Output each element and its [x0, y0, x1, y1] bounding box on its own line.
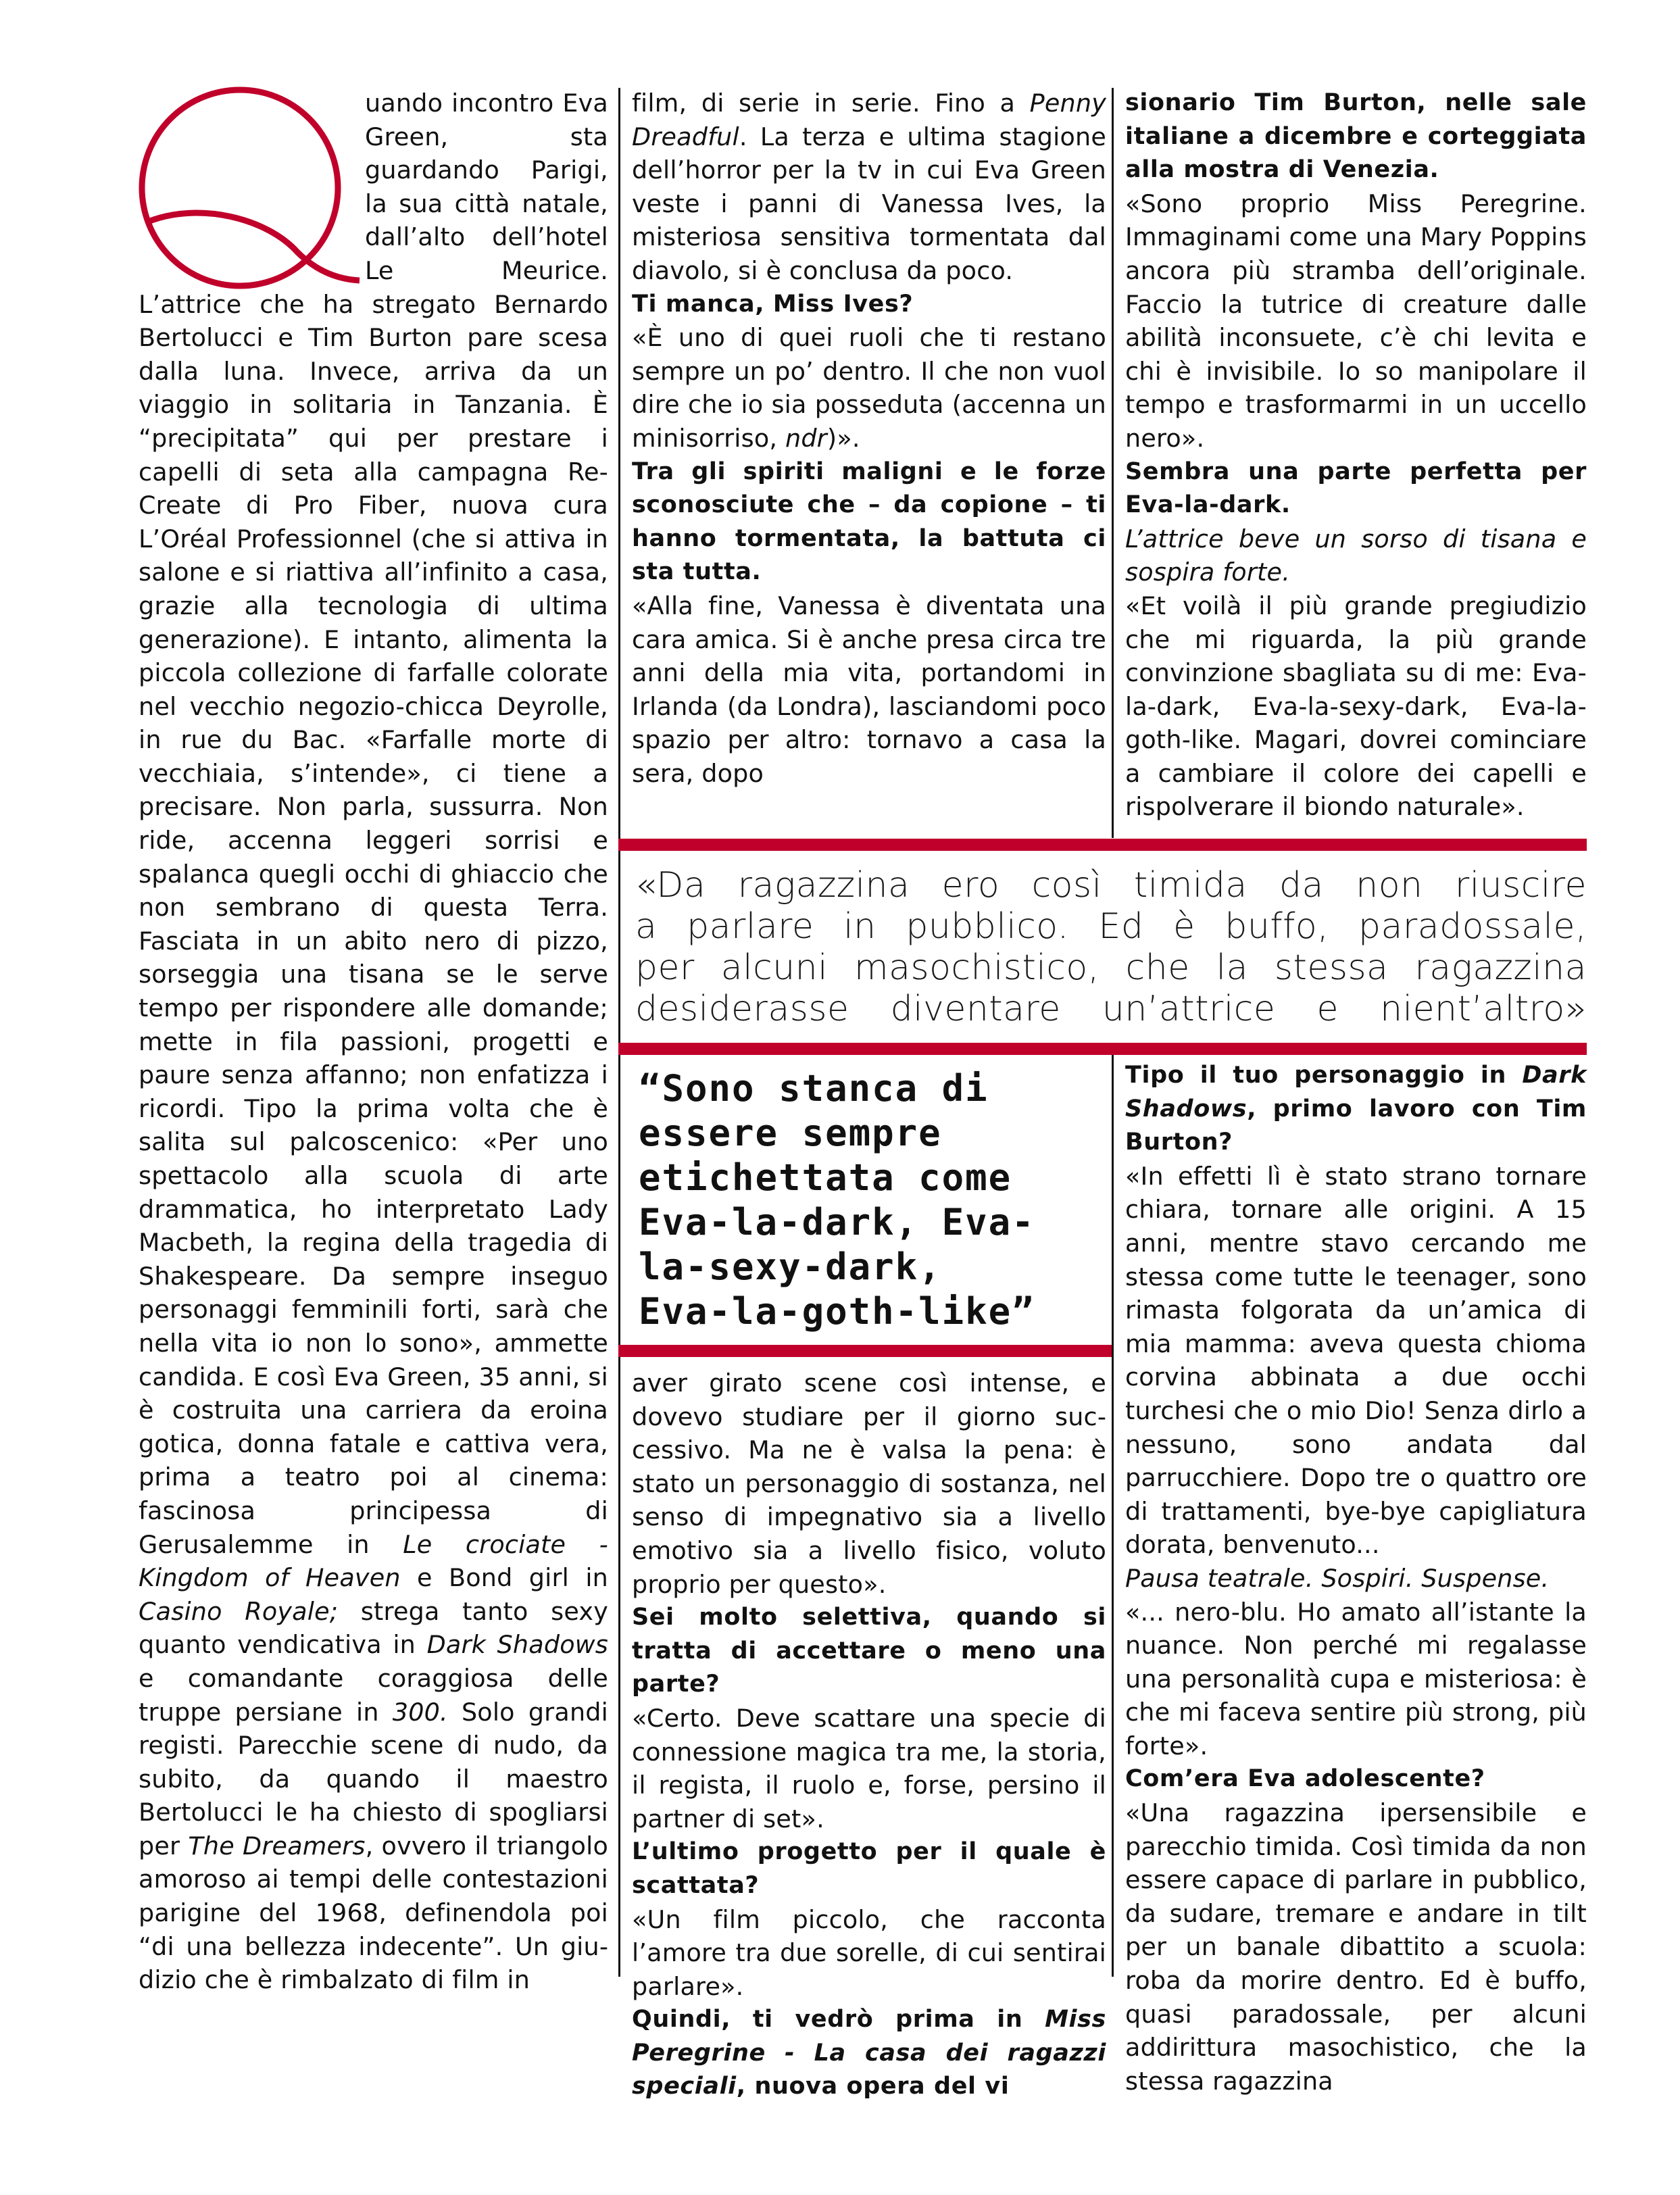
interview-answer: «Sono proprio Miss Peregrine. Immaginami come una Mary Poppins ancora più stramba dell’originale. Faccio la tutrice di creature dalle abilità inconsuete, c’è chi levita e chi è invisibile. Io so manipolare il tempo e trasformarmi in un uccello nero». [1125, 189, 1587, 453]
column-2-bottom [632, 1366, 1106, 2104]
interview-answer: «Una ragazzina ipersensibile e parecchio timida. Così timida da non essere capace di parlare in pubblico, da sudare, tremare e andare in tilt per un banale dibattito a scuola: roba da morire dentro. Ed è buffo, quasi paradossale, per alcuni addirittura masochistico, che la stessa ragazzina [1125, 1798, 1587, 2096]
interview-question: Quindi, ti vedrò prima in Miss Peregrine - La casa dei ragazzi speciali, nuova opera del vi [632, 2006, 1106, 2100]
paragraph: film, di serie in serie. Fino a Penny Dreadful. La terza e ultima stagione dell’horror per la tv in cui Eva Green veste i panni di Vanessa Ives, la misteriosa sensitiva tormentata dal diavolo, si è conclusa da poco. [632, 89, 1106, 285]
interview-answer: aver girato scene così intense, e dovevo studiare per il giorno successivo. Ma ne è valsa la pena: è stato un personaggio di sostanza, nel senso di impegnativo sia a livello emotivo sia a livello fisico, voluto proprio per questo». [632, 1368, 1106, 1599]
interview-question-continued: sionario Tim Burton, nelle sale italiane a dicembre e corteggiata alla mostra di Venezia. [1125, 89, 1587, 184]
red-rule-bottom [618, 1043, 1587, 1055]
red-rule-top [618, 839, 1587, 851]
pullquote-wide [635, 865, 1587, 1030]
interview-question: Sei molto selettiva, quando si tratta di accettare o meno una parte? [632, 1604, 1106, 1698]
pullquote-line: etichettata come [639, 1156, 1012, 1199]
column-2-top [632, 87, 1106, 790]
dropcap-spacer [139, 87, 365, 286]
interview-question: Sembra una parte perfetta per Eva-la-dark. [1125, 458, 1587, 519]
pullquote-line: «Da ragazzina ero così timida da non riuscire [635, 865, 1587, 906]
pullquote-line: per alcuni masochistico, che la stessa ragazzina [635, 947, 1587, 988]
red-rule-slab-bottom [618, 1345, 1112, 1357]
pullquote-line: desiderasse diventare un’attrice e nient’altro» [635, 989, 1587, 1029]
lead-paragraph: uando incontro Eva Green, sta guardando Parigi, la sua città natale, dall’alto dell’hotel Le Meurice. L’attrice che ha stregato Bernardo Bertolucci e Tim Burton pare scesa dalla luna. Invece, arriva da un viaggio in solitaria in Tanzania. È “precipitata” qui per prestare i capelli di seta alla campagna Re-Create di Pro Fiber, nuova cura L’Oréal Professionnel (che si attiva in salone e si riattiva all’infinito a casa, grazie alla tecnologia di ultima generazione). E intanto, alimenta la piccola collezione di farfalle colorate nel vecchio negozio-chicca Deyrolle, in rue du Bac. «Farfalle morte di vecchiaia, s’intende», ci tiene a precisare. Non parla, sussurra. Non ride, accenna leggeri sorrisi e spalanca quegli occhi di ghiaccio che non sembrano di questa Terra. Fasciata in un abito nero di pizzo, sorseggia una tisana se le serve tempo per rispondere alle domande; mette in fila passioni, progetti e paure senza affanno; non enfatizza i ricordi. Tipo la prima volta che è salita sul palcoscenico: «Per uno spettacolo alla scuola di arte drammatica, ho interpretato Lady Macbeth, la regina della tragedia di Shakespeare. Da sempre inseguo personaggi femminili forti, sarà che nella vita io non lo sono», ammette candida. E così Eva Green, 35 anni, si è costruita una carriera da eroina gotica, donna fatale e cattiva vera, prima a teatro poi al cinema: fascinosa principessa di Gerusalemme in Le crociate - Kingdom of Heaven e Bond girl in Casino Royale; strega tanto sexy quanto vendicativa in Dark Shadows e comandante coraggiosa delle truppe persiane in 300. Solo grandi registi. Parecchie scene di nudo, da subito, da quando il maestro Bertolucci le ha chiesto di spogliarsi per The Dreamers, ovvero il triangolo amoroso ai tempi delle contestazioni parigine del 1968, definendola poi “di una bellezza indecente”. Un giudizio che è rimbalzato di film in [139, 87, 608, 1997]
column-3-top [1125, 87, 1587, 824]
pullquote-line: essere sempre [639, 1112, 942, 1154]
pullquote-line: a parlare in pubblico. Ed è buffo, paradossale, [635, 906, 1587, 947]
pullquote-line: Eva-la-goth-like” [639, 1290, 1035, 1333]
stage-direction: Pausa teatrale. Sospiri. Suspense. [1125, 1563, 1550, 1593]
interview-question: Tra gli spiriti maligni e le forze sconosciute che – da copione – ti hanno tormentata, la battuta ci sta tutta. [632, 458, 1106, 586]
interview-answer: «Certo. Deve scattare una specie di connessione magica tra me, la storia, il regista, il ruolo e, forse, persino il partner di set». [632, 1703, 1106, 1833]
stage-direction: L’attrice beve un sorso di tisana e sospira forte. [1125, 524, 1587, 587]
pullquote-line: Eva-la-dark, Eva- [639, 1201, 1035, 1243]
interview-answer: «Et voilà il più grande pregiudizio che mi riguarda, la più grande convinzione sbagliata su di me: Eva-la-dark, Eva-la-sexy-dark, Eva-la-goth-like. Magari, dovrei cominciare a cambiare il colore dei capelli e rispolverare il biondo naturale». [1125, 591, 1587, 822]
interview-question: Ti manca, Miss Ives? [632, 290, 914, 318]
interview-answer: «In effetti lì è stato strano tornare chiara, tornare alle origini. A 15 anni, mentre stavo cercando me stessa come tutte le teenager, sono rimasta folgorata da un’amica di mia mamma: aveva questa chioma corvina abbinata a due occhi turchesi che o mio Dio! Senza dirlo a nessuno, sono andata dal parrucchiere. Dopo tre o quattro ore di trattamenti, bye-bye capigliatura dorata, benvenuto... [1125, 1161, 1587, 1560]
column-divider-1 [618, 88, 620, 1977]
column-3-bottom [1125, 1059, 1587, 2098]
column-1 [139, 87, 608, 1997]
interview-question: Tipo il tuo personaggio in Dark Shadows, primo lavoro con Tim Burton? [1125, 1062, 1587, 1156]
pullquote-line: “Sono stanca di [639, 1067, 989, 1110]
interview-answer: «È uno di quei ruoli che ti restano sempre un po’ dentro. Il che non vuol dire che io sia posseduta (accenna un minisorriso, ndr)». [632, 323, 1106, 453]
column-divider-2-bottom [1112, 1043, 1114, 1977]
pullquote-line: la-sexy-dark, [639, 1246, 942, 1288]
interview-answer: «Alla fine, Vanessa è diventata una cara amica. Si è anche presa circa tre anni della mia vita, portandomi in Irlanda (da Londra), lasciandomi poco spazio per altro: tornavo a casa la sera, dopo [632, 591, 1106, 788]
interview-answer: «Un film piccolo, che racconta l’amore tra due sorelle, di cui sentirai parlare». [632, 1904, 1106, 2001]
interview-answer: «... nero-blu. Ho amato all’istante la nuance. Non perché mi regalasse una personalità cupa e misteriosa: è che mi faceva sentire più strong, più forte». [1125, 1597, 1587, 1760]
interview-question: Com’era Eva adolescente? [1125, 1765, 1485, 1793]
pullquote-slab [639, 1066, 1105, 1334]
interview-question: L’ultimo progetto per il quale è scattata? [632, 1838, 1106, 1899]
column-divider-2-top [1112, 88, 1114, 838]
